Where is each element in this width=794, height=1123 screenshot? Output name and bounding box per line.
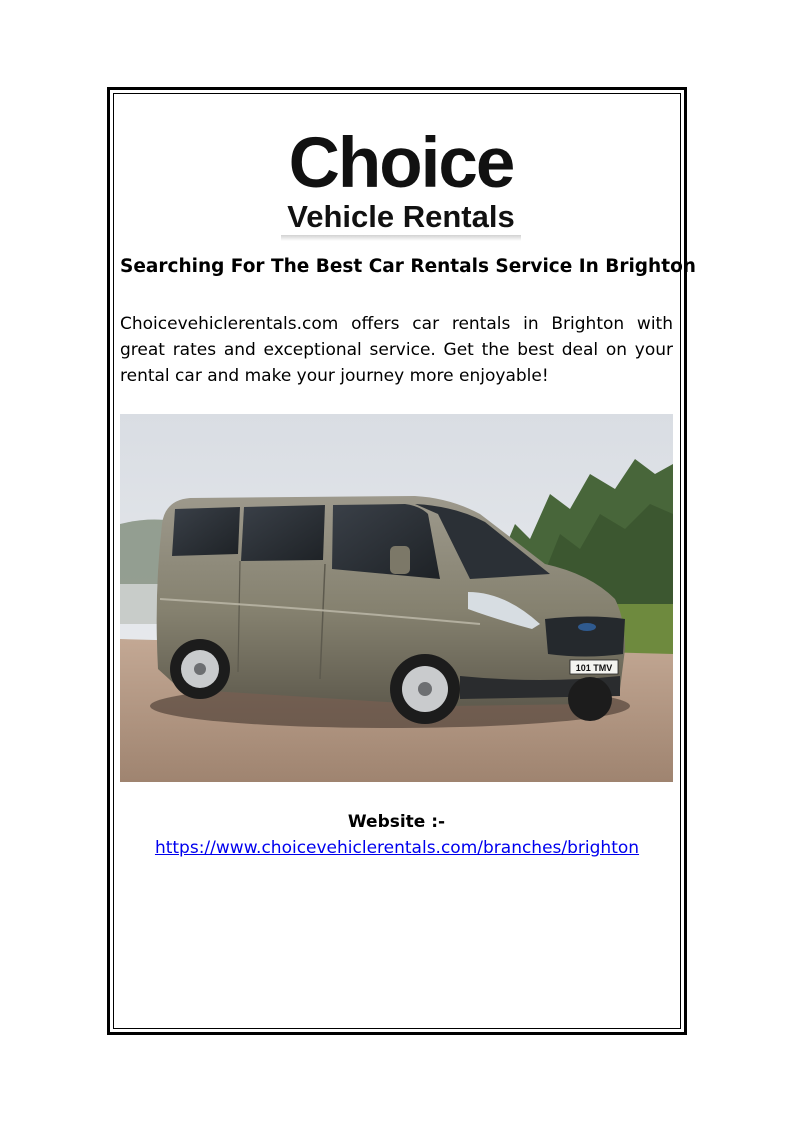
svg-text:101 TMV: 101 TMV: [575, 663, 613, 673]
intro-paragraph: Choicevehiclerentals.com offers car rentals in Brighton with great rates and exceptional service. Get the best deal on your rental car and make your journey more enjoyable!: [120, 314, 673, 386]
logo-line-2: Vehicle Rentals: [287, 199, 515, 234]
van-photo: [120, 414, 673, 782]
company-logo: [266, 125, 536, 243]
website-label: Website :-: [347, 812, 446, 832]
page-heading: Searching For The Best Car Rentals Service In Brighton: [120, 256, 696, 277]
website-link[interactable]: https://www.choicevehiclerentals.com/branches/brighton: [154, 838, 640, 858]
logo-reflection: [281, 235, 521, 241]
logo-line-1: Choice: [288, 124, 514, 203]
